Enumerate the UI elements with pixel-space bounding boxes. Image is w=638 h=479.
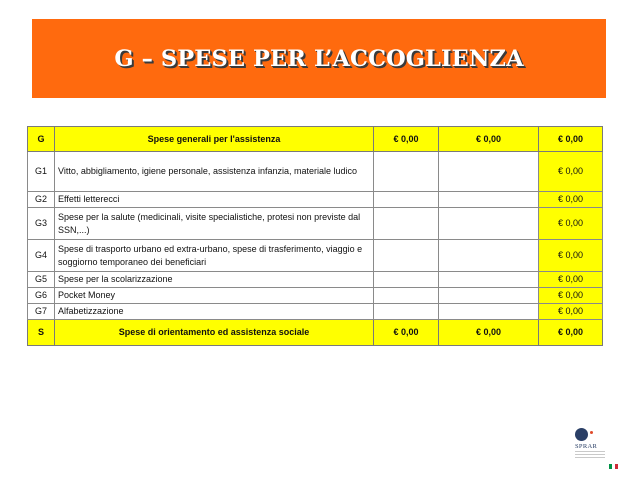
logo-subtitle-lines (575, 451, 605, 460)
row-cell-empty (374, 288, 439, 304)
slide-title: G – SPESE PER L’ACCOGLIENZA (114, 45, 524, 72)
table-row (28, 288, 603, 304)
row-code: G2 (28, 192, 55, 208)
row-code: G4 (28, 240, 55, 272)
row-label: Effetti letterecci (55, 192, 374, 208)
row-cell-empty (439, 288, 539, 304)
row-code: G6 (28, 288, 55, 304)
sprar-logo (575, 428, 623, 474)
flag-stripe (615, 464, 618, 469)
row-cell-empty (439, 272, 539, 288)
footer-label: Spese di orientamento ed assistenza sociale (55, 320, 374, 346)
row-cell-empty (374, 152, 439, 192)
row-cell-empty (439, 192, 539, 208)
row-cell-empty (374, 304, 439, 320)
row-cell-empty (439, 208, 539, 240)
row-total: € 0,00 (539, 152, 603, 192)
italian-flag-icon (609, 464, 618, 469)
row-total: € 0,00 (539, 192, 603, 208)
row-cell-empty (439, 304, 539, 320)
logo-name: SPRAR (575, 443, 598, 450)
logo-dot-icon (590, 431, 593, 434)
header-label: Spese generali per l'assistenza (55, 127, 374, 152)
row-label: Spese per la scolarizzazione (55, 272, 374, 288)
row-label: Pocket Money (55, 288, 374, 304)
header-amount-2: € 0,00 (439, 127, 539, 152)
row-total: € 0,00 (539, 288, 603, 304)
row-total: € 0,00 (539, 208, 603, 240)
row-cell-empty (374, 208, 439, 240)
row-label: Spese di trasporto urbano ed extra-urbano, spese di trasferimento, viaggio e soggiorno temporaneo dei beneficiari (55, 240, 374, 272)
table-row (28, 152, 603, 192)
footer-amount-1: € 0,00 (374, 320, 439, 346)
header-amount-3: € 0,00 (539, 127, 603, 152)
row-code: G7 (28, 304, 55, 320)
row-total: € 0,00 (539, 304, 603, 320)
table-row (28, 192, 603, 208)
table-row (28, 240, 603, 272)
table-row (28, 208, 603, 240)
footer-amount-2: € 0,00 (439, 320, 539, 346)
row-total: € 0,00 (539, 240, 603, 272)
row-total: € 0,00 (539, 272, 603, 288)
row-label: Alfabetizzazione (55, 304, 374, 320)
row-cell-empty (374, 272, 439, 288)
expense-table (27, 126, 603, 346)
row-label: Spese per la salute (medicinali, visite specialistiche, protesi non previste dal SSN,...) (55, 208, 374, 240)
table-row (28, 304, 603, 320)
footer-code: S (28, 320, 55, 346)
title-banner (32, 19, 606, 98)
row-cell-empty (439, 152, 539, 192)
logo-circle-icon (575, 428, 588, 441)
table-footer-row (28, 320, 603, 346)
row-cell-empty (374, 240, 439, 272)
row-cell-empty (374, 192, 439, 208)
table-header-row (28, 127, 603, 152)
row-code: G5 (28, 272, 55, 288)
row-label: Vitto, abbigliamento, igiene personale, assistenza infanzia, materiale ludico (55, 152, 374, 192)
header-code: G (28, 127, 55, 152)
row-code: G3 (28, 208, 55, 240)
header-amount-1: € 0,00 (374, 127, 439, 152)
footer-amount-3: € 0,00 (539, 320, 603, 346)
row-cell-empty (439, 240, 539, 272)
row-code: G1 (28, 152, 55, 192)
table-row (28, 272, 603, 288)
